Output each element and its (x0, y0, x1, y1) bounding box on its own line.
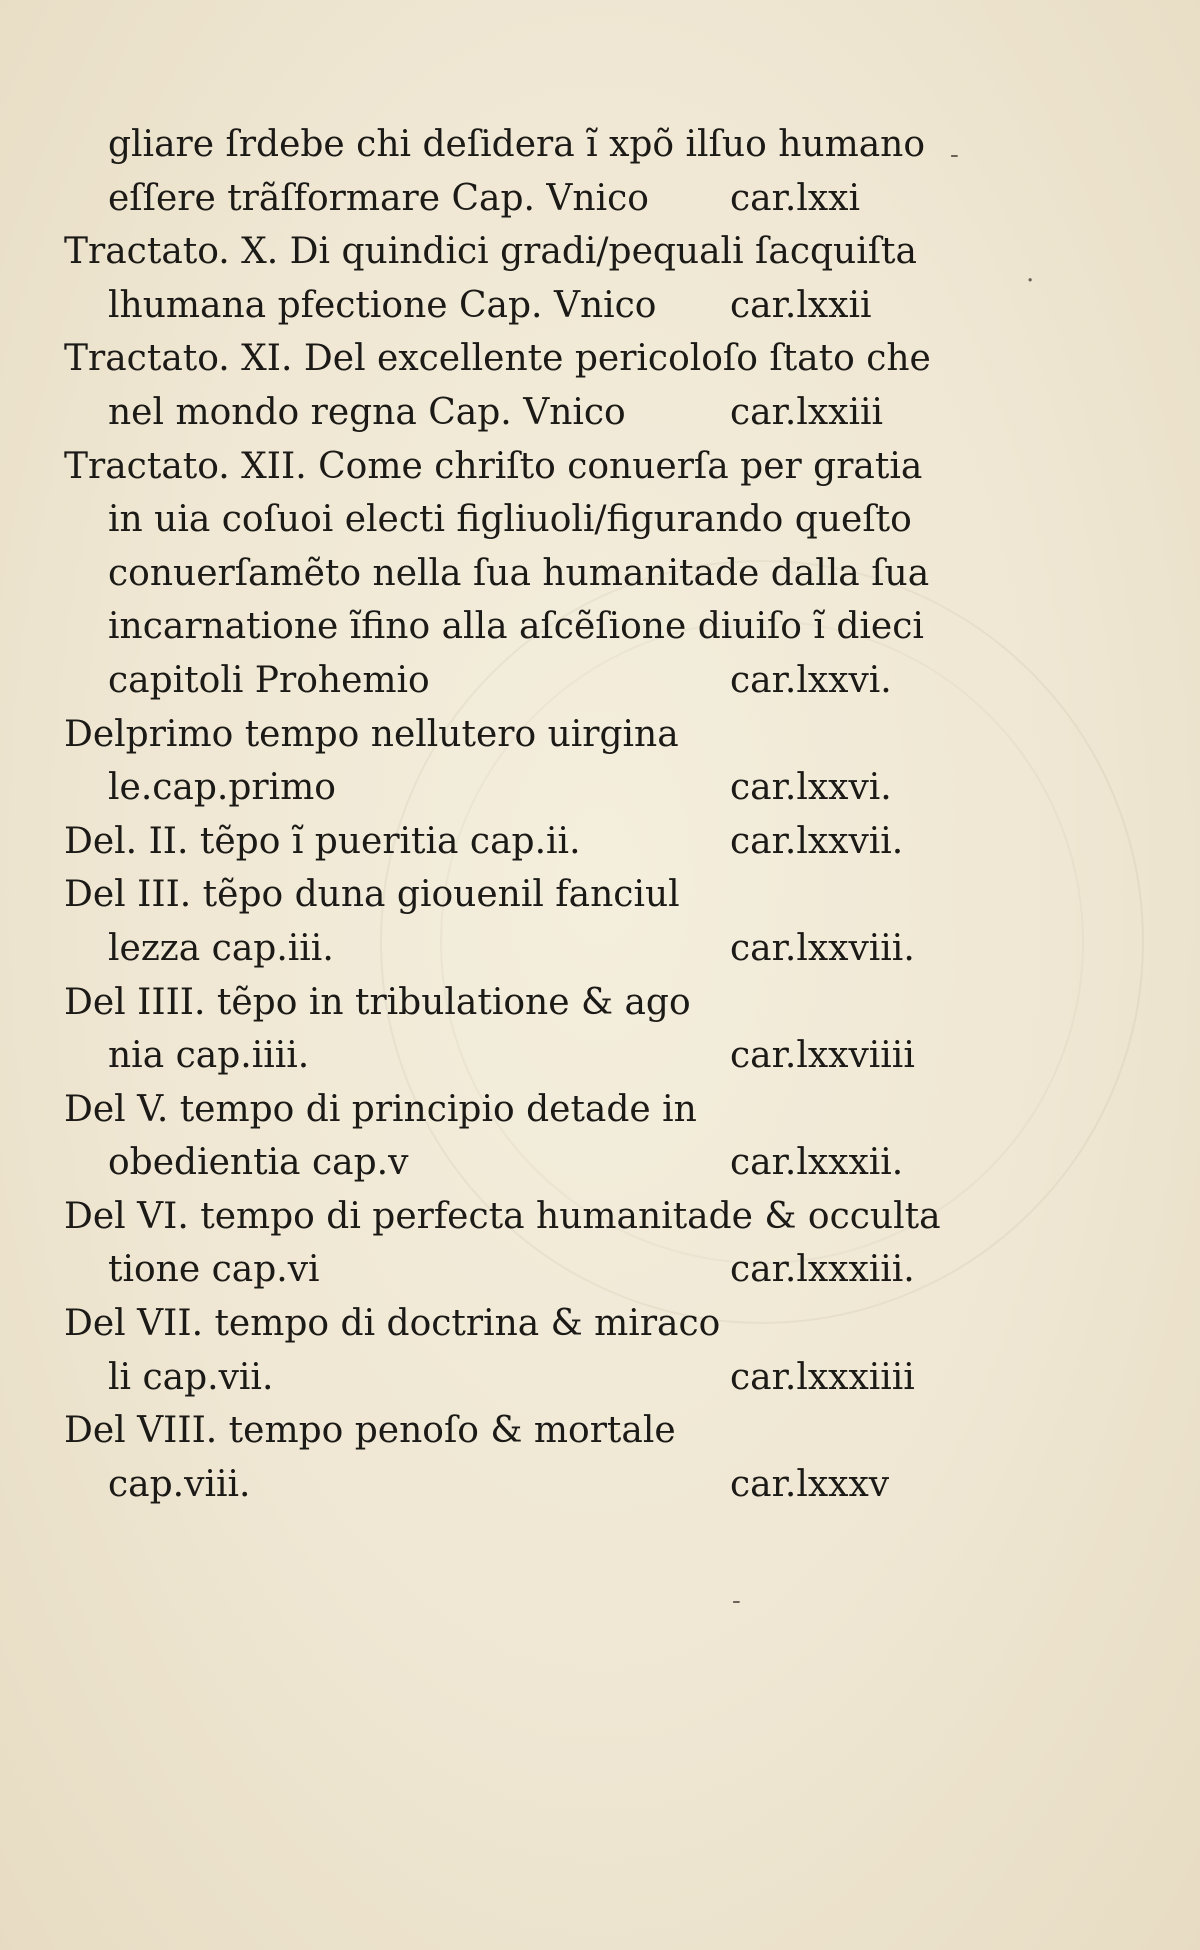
toc-entry-text: Tractato. XII. Come chriſto conuerſa per gratia (64, 445, 923, 487)
folio-reference: car.lxxii (730, 284, 872, 326)
toc-entry-text: capitoli Prohemio (108, 659, 430, 701)
toc-entry-text: Del VI. tempo di perfecta humanitade & occulta (64, 1195, 941, 1237)
toc-entry-text: Del IIII. tẽpo in tribulatione & ago (64, 981, 691, 1023)
toc-line (64, 440, 944, 494)
margin-mark: - (732, 1586, 741, 1616)
toc-line (64, 493, 944, 547)
margin-mark: - (950, 140, 959, 170)
folio-reference: car.lxxviii. (730, 927, 915, 969)
toc-line (64, 1029, 944, 1083)
toc-entry-text: conuerſamẽto nella ſua humanitade dalla ſua (108, 552, 930, 594)
toc-line (64, 1297, 944, 1351)
toc-entry-text: cap.viii. (108, 1463, 251, 1505)
toc-line (64, 815, 944, 869)
toc-line (64, 172, 944, 226)
toc-line (64, 1190, 944, 1244)
toc-entry-text: Del VII. tempo di doctrina & miraco (64, 1303, 721, 1345)
toc-line (64, 868, 944, 922)
toc-line (64, 1083, 944, 1137)
toc-entry-text: incarnatione ĩfino alla aſcẽſione diuiſo ĩ dieci (108, 606, 924, 648)
toc-entry-text: Del V. tempo di principio detade in (64, 1088, 697, 1130)
toc-line (64, 922, 944, 976)
toc-entry-text: tione cap.vi (108, 1249, 320, 1291)
toc-line (64, 761, 944, 815)
folio-reference: car.lxxxii. (730, 1142, 904, 1184)
toc-entry-text: li cap.vii. (108, 1356, 274, 1398)
folio-reference: car.lxxxiii. (730, 1249, 915, 1291)
toc-line (64, 1458, 944, 1512)
toc-line (64, 279, 944, 333)
toc-line (64, 225, 944, 279)
folio-reference: car.lxxvi. (730, 767, 892, 809)
toc-entry-text: gliare ſrdebe chi deſidera ĩ xpõ ilſuo humano (108, 124, 926, 165)
folio-reference: car.lxxxv (730, 1463, 890, 1505)
toc-entry-text: nia cap.iiii. (108, 1035, 310, 1077)
folio-reference: car.lxxi (730, 177, 860, 219)
toc-line (64, 1243, 944, 1297)
folio-reference: car.lxxxiiii (730, 1356, 915, 1398)
folio-reference: car.lxxviiii (730, 1035, 915, 1077)
toc-entry-text: obedientia cap.v (108, 1142, 409, 1184)
toc-line (64, 547, 944, 601)
toc-line (64, 386, 944, 440)
toc-line (64, 118, 944, 172)
folio-reference: car.lxxvi. (730, 659, 892, 701)
toc-line (64, 708, 944, 762)
toc-entry-text: Del. II. tẽpo ĩ pueritia cap.ii. (64, 820, 581, 862)
toc-entry-text: Tractato. XI. Del excellente pericoloſo ſtato che (64, 338, 931, 380)
toc-line (64, 1351, 944, 1405)
toc-entry-text: lezza cap.iii. (108, 927, 334, 969)
toc-line (64, 1404, 944, 1458)
toc-entry-text: Tractato. X. Di quindici gradi/pequali ſacquiſta (64, 231, 917, 273)
table-of-contents (64, 118, 944, 1511)
toc-entry-text: le.cap.primo (108, 767, 336, 809)
toc-entry-text: Del VIII. tempo penoſo & mortale (64, 1410, 676, 1452)
toc-entry-text: nel mondo regna Cap. Vnico (108, 391, 626, 433)
toc-line (64, 976, 944, 1030)
folio-reference: car.lxxiii (730, 391, 883, 433)
margin-dot: . (1026, 258, 1035, 288)
toc-line (64, 1136, 944, 1190)
toc-entry-text: Delprimo tempo nellutero uirgina (64, 713, 679, 755)
folio-reference: car.lxxvii. (730, 820, 904, 862)
toc-line (64, 332, 944, 386)
toc-line (64, 600, 944, 654)
toc-entry-text: lhumana pfectione Cap. Vnico (108, 284, 657, 326)
toc-entry-text: eſſere trãſformare Cap. Vnico (108, 177, 649, 219)
toc-entry-text: Del III. tẽpo duna giouenil fanciul (64, 874, 680, 916)
toc-entry-text: in uia coſuoi electi figliuoli/figurando queſto (108, 499, 912, 541)
toc-line (64, 654, 944, 708)
